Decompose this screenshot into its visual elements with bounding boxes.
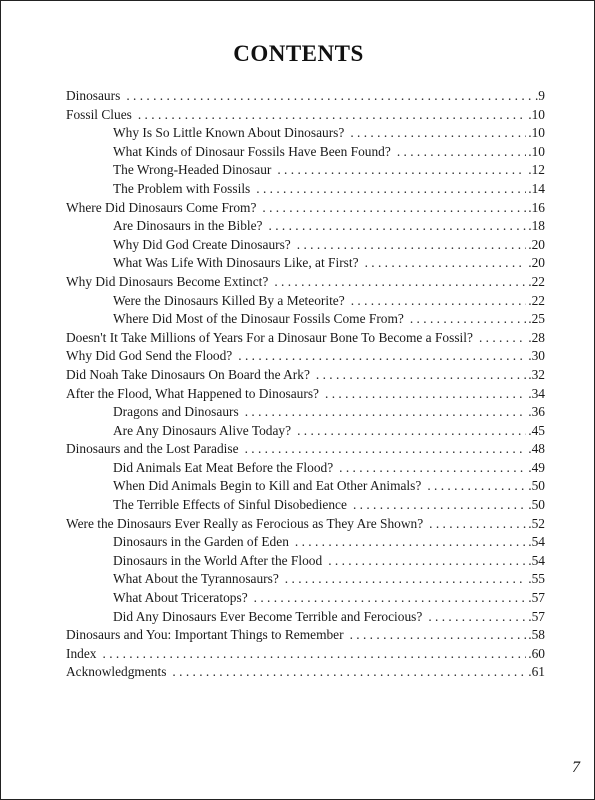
toc-entry-title: The Problem with Fossils bbox=[113, 180, 251, 196]
toc-entry-title: Are Dinosaurs in the Bible? bbox=[113, 218, 263, 234]
dot-leader bbox=[172, 663, 526, 682]
toc-entry-page: .57 bbox=[528, 608, 545, 624]
toc-entry-page: .50 bbox=[528, 478, 545, 494]
toc-entry-title: Did Any Dinosaurs Ever Become Terrible and Ferocious? bbox=[113, 608, 423, 624]
toc-entry bbox=[66, 124, 545, 143]
toc-entry-page: .16 bbox=[528, 199, 545, 215]
toc-entry bbox=[66, 459, 545, 478]
toc-entry bbox=[66, 422, 545, 441]
dot-leader bbox=[295, 533, 526, 552]
toc-entry bbox=[66, 366, 545, 385]
toc-entry bbox=[66, 608, 545, 627]
toc-entry-title: Dinosaurs in the Garden of Eden bbox=[113, 534, 289, 550]
dot-leader bbox=[126, 87, 533, 106]
toc-entry bbox=[66, 143, 545, 162]
toc-entry-page: .30 bbox=[528, 348, 545, 364]
toc-entry bbox=[66, 626, 545, 645]
toc-entry-page: .10 bbox=[528, 143, 545, 159]
toc-entry-page: .10 bbox=[528, 106, 545, 122]
toc-entry-page: .50 bbox=[528, 497, 545, 513]
toc-entry-title: Where Did Most of the Dinosaur Fossils Come From? bbox=[113, 311, 404, 327]
toc-entry bbox=[66, 292, 545, 311]
toc-entry-title: Did Animals Eat Meat Before the Flood? bbox=[113, 459, 334, 475]
toc-entry-title: Fossil Clues bbox=[66, 106, 132, 122]
dot-leader bbox=[365, 254, 527, 273]
dot-leader bbox=[328, 552, 526, 571]
toc-entry-page: .25 bbox=[528, 311, 545, 327]
toc-entry-title: Were the Dinosaurs Killed By a Meteorite? bbox=[113, 292, 345, 308]
toc-entry-title: Where Did Dinosaurs Come From? bbox=[66, 199, 257, 215]
toc-entry-page: .54 bbox=[528, 552, 545, 568]
dot-leader bbox=[397, 143, 526, 162]
toc-entry bbox=[66, 199, 545, 218]
toc-entry bbox=[66, 254, 545, 273]
toc-entry-page: .10 bbox=[528, 125, 545, 141]
toc-entry-page: .22 bbox=[528, 273, 545, 289]
toc-entry bbox=[66, 496, 545, 515]
toc-entry bbox=[66, 403, 545, 422]
toc-entry-title: The Wrong-Headed Dinosaur bbox=[113, 162, 272, 178]
toc-entry-title: When Did Animals Begin to Kill and Eat Other Animals? bbox=[113, 478, 422, 494]
toc-entry bbox=[66, 552, 545, 571]
toc-entry-page: .36 bbox=[528, 404, 545, 420]
toc-entry bbox=[66, 236, 545, 255]
toc-entry-title: Dinosaurs bbox=[66, 88, 121, 103]
toc-entry bbox=[66, 106, 545, 125]
toc-entry-page: .58 bbox=[528, 627, 545, 643]
toc-entry-page: .52 bbox=[528, 515, 545, 531]
toc-entry-title: Why Did Dinosaurs Become Extinct? bbox=[66, 273, 269, 289]
toc-entry bbox=[66, 515, 545, 534]
toc-entry-page: .20 bbox=[528, 236, 545, 252]
dot-leader bbox=[277, 161, 526, 180]
dot-leader bbox=[339, 459, 526, 478]
toc-entry bbox=[66, 329, 545, 348]
dot-leader bbox=[285, 570, 526, 589]
toc-entry bbox=[66, 161, 545, 180]
toc-entry bbox=[66, 589, 545, 608]
dot-leader bbox=[262, 199, 526, 218]
toc-entry bbox=[66, 217, 545, 236]
dot-leader bbox=[410, 310, 526, 329]
toc-entry-title: What Was Life With Dinosaurs Like, at First? bbox=[113, 255, 359, 271]
toc-entry bbox=[66, 273, 545, 292]
toc-entry-page: .14 bbox=[528, 180, 545, 196]
toc-entry-title: Are Any Dinosaurs Alive Today? bbox=[113, 422, 292, 438]
toc-entry-title: Index bbox=[66, 645, 97, 661]
dot-leader bbox=[427, 477, 526, 496]
toc-entry bbox=[66, 440, 545, 459]
toc-entry bbox=[66, 570, 545, 589]
dot-leader bbox=[103, 645, 527, 664]
dot-leader bbox=[274, 273, 526, 292]
toc-entry-title: After the Flood, What Happened to Dinosaurs? bbox=[66, 385, 319, 401]
toc-entry-page: .60 bbox=[528, 645, 545, 661]
toc-entry-title: What About the Tyrannosaurs? bbox=[113, 571, 279, 587]
dot-leader bbox=[351, 292, 527, 311]
dot-leader bbox=[350, 124, 526, 143]
toc-entry bbox=[66, 533, 545, 552]
toc-entry bbox=[66, 645, 545, 664]
toc-entry-title: Doesn't It Take Millions of Years For a Dinosaur Bone To Become a Fossil? bbox=[66, 329, 473, 345]
toc-entry-title: Were the Dinosaurs Ever Really as Ferocious as They Are Shown? bbox=[66, 515, 424, 531]
toc-entry bbox=[66, 180, 545, 199]
toc-entry-title: Dinosaurs in the World After the Flood bbox=[113, 552, 323, 568]
dot-leader bbox=[350, 626, 527, 645]
dot-leader bbox=[353, 496, 526, 515]
toc-entry-page: .49 bbox=[528, 459, 545, 475]
dot-leader bbox=[297, 422, 526, 441]
toc-entry-page: .48 bbox=[528, 441, 545, 457]
toc-entry-page: .34 bbox=[528, 385, 545, 401]
toc-entry-title: Dinosaurs and the Lost Paradise bbox=[66, 441, 239, 457]
toc-entry-page: .54 bbox=[528, 534, 545, 550]
toc-entry-title: Acknowledgments bbox=[66, 664, 167, 680]
toc-entry-page: .32 bbox=[528, 366, 545, 382]
toc-entry-title: What About Triceratops? bbox=[113, 590, 248, 606]
toc-entry-page: .20 bbox=[528, 255, 545, 271]
toc-entry-title: Why Did God Create Dinosaurs? bbox=[113, 236, 291, 252]
toc-entry bbox=[66, 663, 545, 682]
toc-entry-page: .12 bbox=[528, 162, 545, 178]
dot-leader bbox=[479, 329, 526, 348]
toc-entry-title: What Kinds of Dinosaur Fossils Have Been Found? bbox=[113, 143, 391, 159]
toc-entry bbox=[66, 87, 545, 106]
toc-entry bbox=[66, 477, 545, 496]
dot-leader bbox=[254, 589, 527, 608]
toc-entry-title: Dinosaurs and You: Important Things to Remember bbox=[66, 627, 344, 643]
dot-leader bbox=[245, 403, 527, 422]
toc-entry-page: .45 bbox=[528, 422, 545, 438]
toc-entry-page: .61 bbox=[528, 664, 545, 680]
toc-entry bbox=[66, 347, 545, 366]
dot-leader bbox=[256, 180, 526, 199]
dot-leader bbox=[429, 515, 526, 534]
toc-entry-page: .28 bbox=[528, 329, 545, 345]
toc-entry bbox=[66, 310, 545, 329]
dot-leader bbox=[316, 366, 526, 385]
dot-leader bbox=[325, 385, 526, 404]
toc-entry-title: Did Noah Take Dinosaurs On Board the Ark? bbox=[66, 366, 310, 382]
toc-entry-title: Why Is So Little Known About Dinosaurs? bbox=[113, 125, 345, 141]
toc-entry-page: .55 bbox=[528, 571, 545, 587]
toc-entry-title: The Terrible Effects of Sinful Disobedience bbox=[113, 497, 347, 513]
dot-leader bbox=[428, 608, 526, 627]
toc-entry-page: .57 bbox=[528, 590, 545, 606]
toc-entry-title: Dragons and Dinosaurs bbox=[113, 404, 239, 420]
dot-leader bbox=[238, 347, 526, 366]
page-title: CONTENTS bbox=[233, 41, 364, 66]
dot-leader bbox=[297, 236, 526, 255]
dot-leader bbox=[245, 440, 527, 459]
page-number: 7 bbox=[572, 759, 580, 776]
toc-entry-title: Why Did God Send the Flood? bbox=[66, 348, 233, 364]
toc-entry-page: .22 bbox=[528, 292, 545, 308]
toc-entry bbox=[66, 385, 545, 404]
dot-leader bbox=[138, 106, 526, 125]
table-of-contents bbox=[66, 87, 545, 682]
toc-entry-page: .9 bbox=[534, 88, 545, 103]
dot-leader bbox=[269, 217, 527, 236]
toc-entry-page: .18 bbox=[528, 218, 545, 234]
